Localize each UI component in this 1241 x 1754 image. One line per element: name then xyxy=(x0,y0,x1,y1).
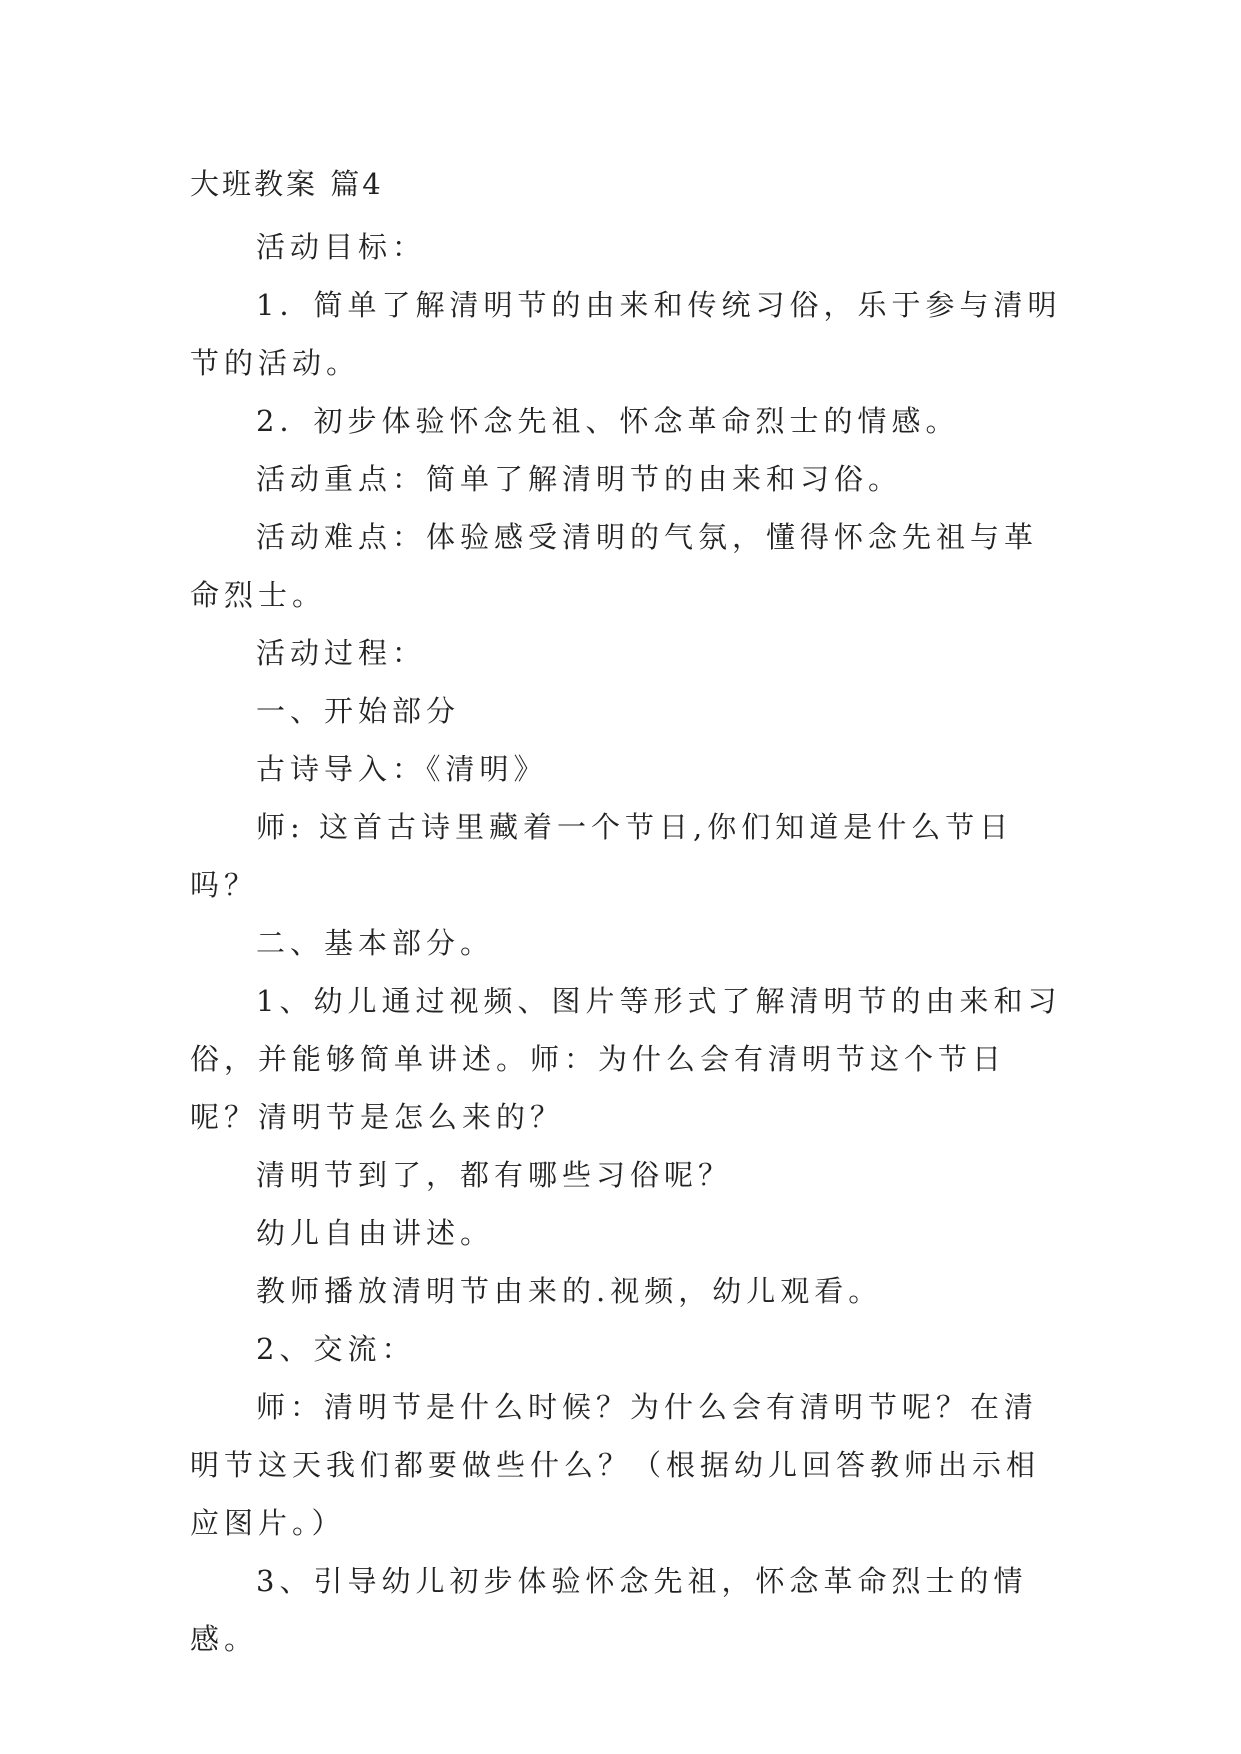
paragraph-goal-1: 1．简单了解清明节的由来和传统习俗，乐于参与清明节的活动。 xyxy=(190,288,1062,380)
paragraph-activity-goals: 活动目标： xyxy=(256,230,427,264)
paragraph-process: 活动过程： xyxy=(256,636,427,670)
document-title: 大班教案 篇4 xyxy=(190,167,384,201)
paragraph-free-talk: 幼儿自由讲述。 xyxy=(256,1216,495,1250)
paragraph-step-1: 1、幼儿通过视频、图片等形式了解清明节的由来和习俗，并能够简单讲述。师：为什么会有清明节这个节日呢？清明节是怎么来的？ xyxy=(190,984,1062,1134)
paragraph-step-3: 3、引导幼儿初步体验怀念先祖，怀念革命烈士的情感。 xyxy=(190,1564,1028,1656)
paragraph-teacher-question: 师: 这首古诗里藏着一个节日,你们知道是什么节日吗？ xyxy=(190,810,1014,902)
paragraph-step-2: 2、交流： xyxy=(256,1332,416,1366)
paragraph-difficulty: 活动难点：体验感受清明的气氛，懂得怀念先祖与革命烈士。 xyxy=(190,520,1039,612)
document-body xyxy=(190,218,1070,1668)
paragraph-customs-question: 清明节到了，都有哪些习俗呢？ xyxy=(256,1158,733,1192)
paragraph-section-2: 二、基本部分。 xyxy=(256,926,495,960)
paragraph-discussion: 师：清明节是什么时候？为什么会有清明节呢？在清明节这天我们都要做些什么？（根据幼儿回答教师出示相应图片。） xyxy=(190,1390,1041,1540)
paragraph-goal-2: 2．初步体验怀念先祖、怀念革命烈士的情感。 xyxy=(256,404,960,438)
paragraph-video: 教师播放清明节由来的.视频，幼儿观看。 xyxy=(256,1274,883,1308)
paragraph-section-1: 一、开始部分 xyxy=(256,694,461,728)
paragraph-key-point: 活动重点：简单了解清明节的由来和习俗。 xyxy=(256,462,903,496)
paragraph-poem-intro: 古诗导入：《清明》 xyxy=(256,752,548,786)
